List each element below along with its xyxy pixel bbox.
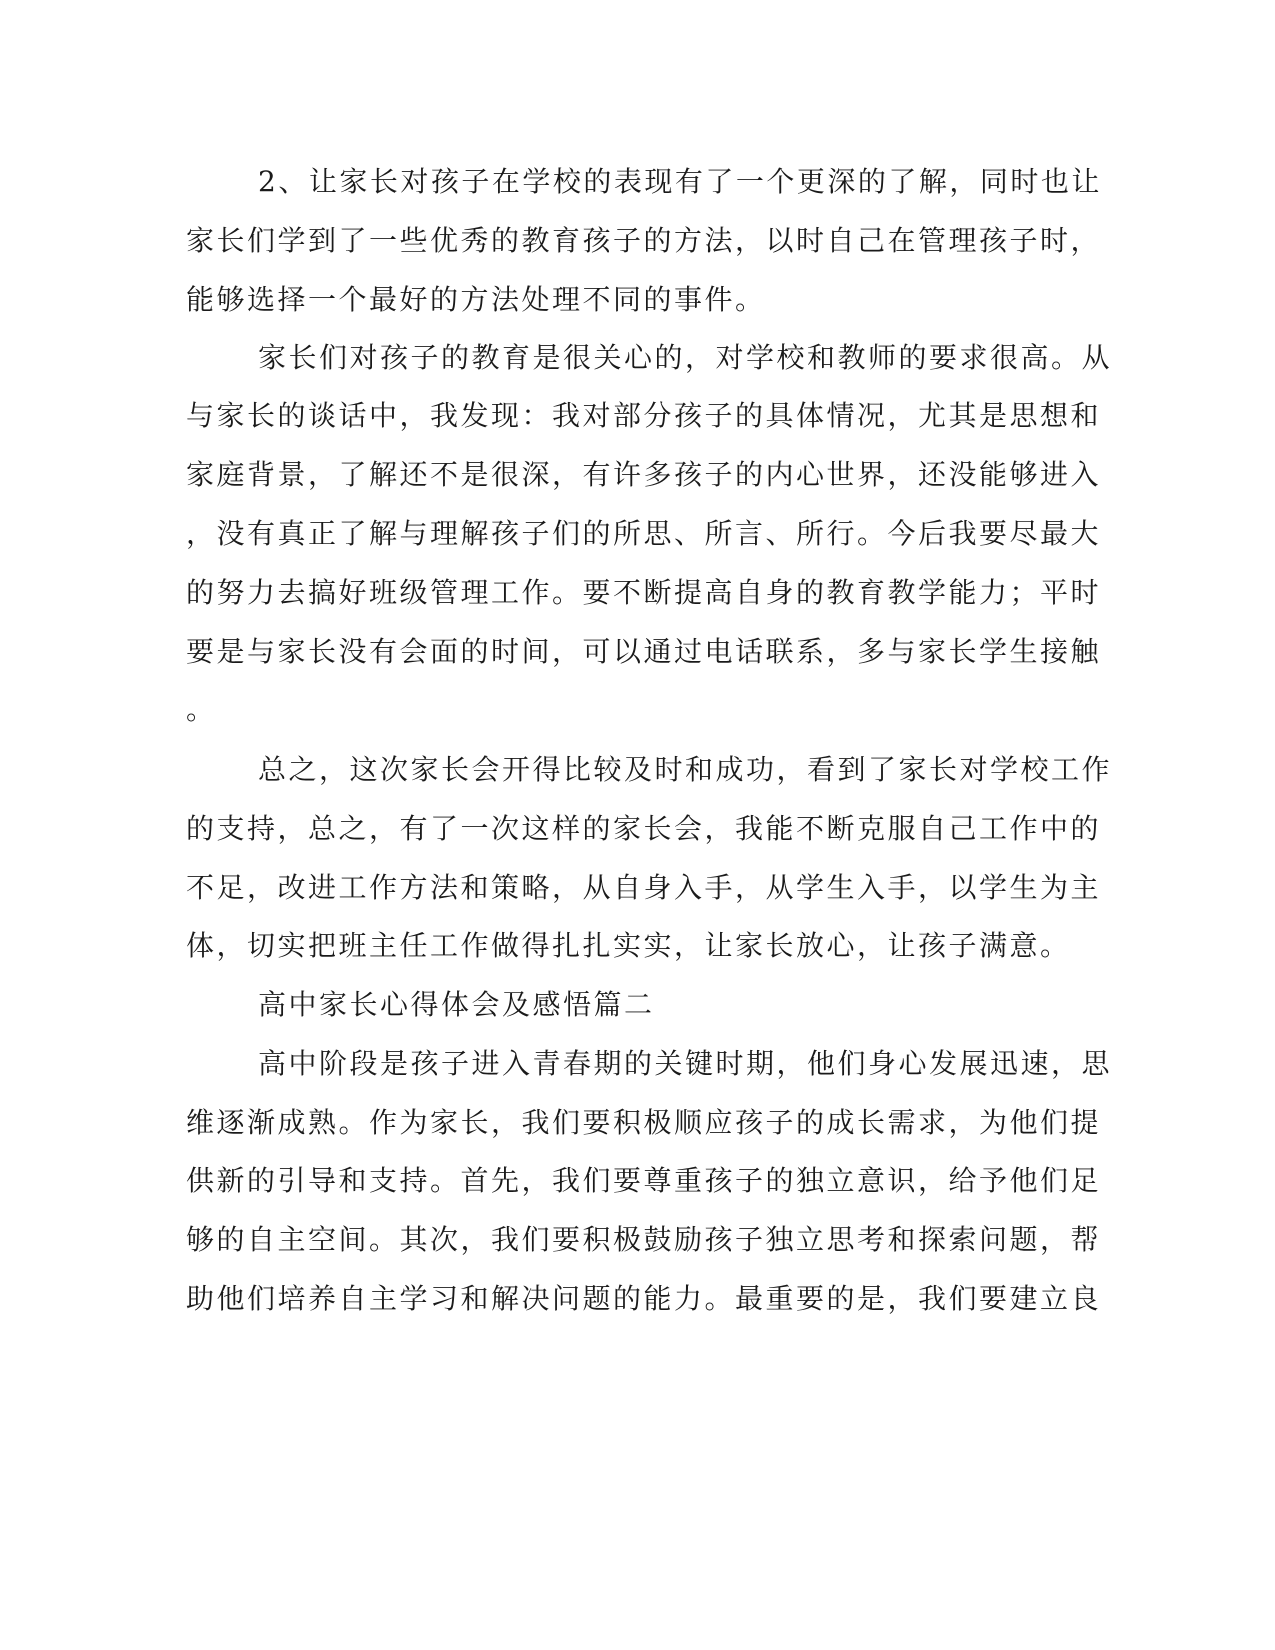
paragraph-2-line-4: ，没有真正了解与理解孩子们的所思、所言、所行。今后我要尽最大 (186, 517, 1102, 550)
paragraph-1-line-3: 能够选择一个最好的方法处理不同的事件。 (186, 283, 766, 316)
paragraph-2-line-5: 的努力去搞好班级管理工作。要不断提高自身的教育教学能力；平时 (186, 576, 1102, 609)
paragraph-3-line-1: 总之，这次家长会开得比较及时和成功，看到了家长对学校工作 (258, 753, 1113, 786)
paragraph-3-line-2: 的支持，总之，有了一次这样的家长会，我能不断克服自己工作中的 (186, 812, 1102, 845)
paragraph-3-line-3: 不足，改进工作方法和策略，从自身入手，从学生入手，以学生为主 (186, 871, 1102, 904)
paragraph-4-line-4: 够的自主空间。其次，我们要积极鼓励孩子独立思考和探索问题，帮 (186, 1223, 1102, 1256)
paragraph-4-line-1: 高中阶段是孩子进入青春期的关键时期，他们身心发展迅速，思 (258, 1047, 1113, 1080)
paragraph-3-line-4: 体，切实把班主任工作做得扎扎实实，让家长放心，让孩子满意。 (186, 929, 1071, 962)
paragraph-2-line-2: 与家长的谈话中，我发现：我对部分孩子的具体情况，尤其是思想和 (186, 399, 1102, 432)
paragraph-2-line-7: 。 (186, 693, 217, 726)
paragraph-1-line-2: 家长们学到了一些优秀的教育孩子的方法，以时自己在管理孩子时， (186, 224, 1102, 257)
paragraph-2-line-1: 家长们对孩子的教育是很关心的，对学校和教师的要求很高。从 (258, 341, 1113, 374)
paragraph-1-line-1: 2、让家长对孩子在学校的表现有了一个更深的了解，同时也让 (258, 165, 1102, 198)
paragraph-4-line-3: 供新的引导和支持。首先，我们要尊重孩子的独立意识，给予他们足 (186, 1164, 1102, 1197)
paragraph-2-line-6: 要是与家长没有会面的时间，可以通过电话联系，多与家长学生接触 (186, 635, 1102, 668)
paragraph-2-line-3: 家庭背景，了解还不是很深，有许多孩子的内心世界，还没能够进入 (186, 458, 1102, 491)
paragraph-4-line-2: 维逐渐成熟。作为家长，我们要积极顺应孩子的成长需求，为他们提 (186, 1106, 1102, 1139)
section-heading: 高中家长心得体会及感悟篇二 (258, 988, 655, 1021)
paragraph-4-line-5: 助他们培养自主学习和解决问题的能力。最重要的是，我们要建立良 (186, 1282, 1102, 1315)
